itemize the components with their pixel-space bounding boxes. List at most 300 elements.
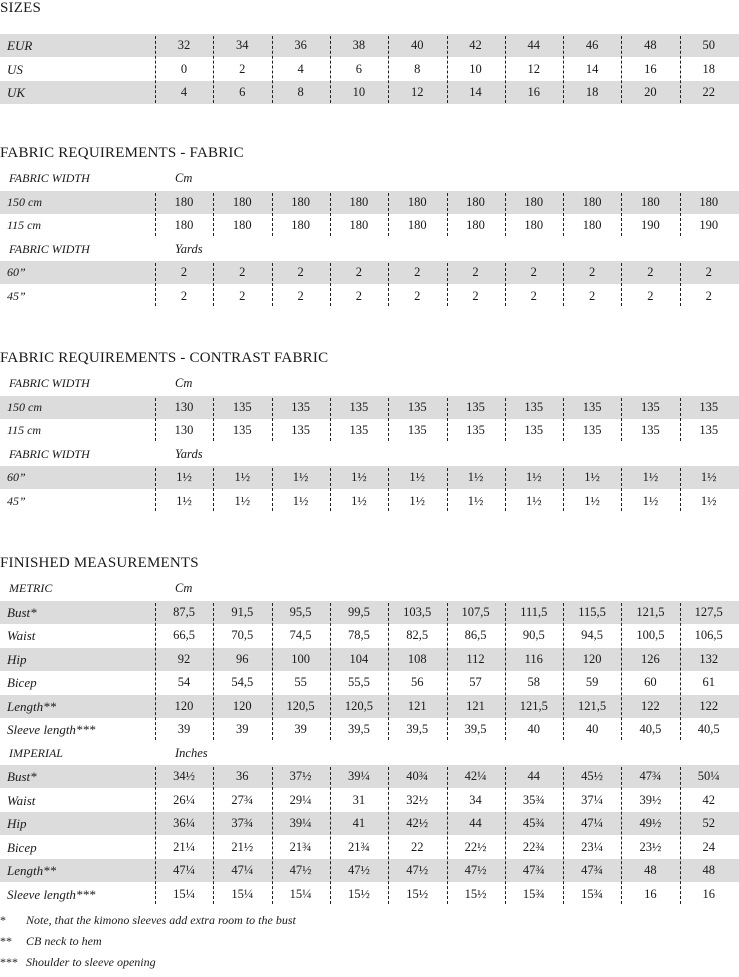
table-cell: 12 xyxy=(527,61,541,76)
column-divider xyxy=(447,468,448,511)
table-cell: 112 xyxy=(466,651,485,666)
column-divider xyxy=(447,767,448,904)
table-cell: 18 xyxy=(702,61,715,76)
table-cell: 15¼ xyxy=(231,886,254,901)
table-cell: 2 xyxy=(472,288,479,303)
table-cell: 42¼ xyxy=(464,769,487,783)
row-label: Bicep xyxy=(7,675,37,690)
table-cell: 14 xyxy=(469,85,482,99)
table-cell: 135 xyxy=(291,399,310,414)
table-cell: 58 xyxy=(527,675,541,689)
table-cell: 74,5 xyxy=(289,628,312,642)
table-cell: 87,5 xyxy=(173,604,195,619)
column-divider xyxy=(447,193,448,236)
row-label: Waist xyxy=(7,792,36,808)
table-cell: 1½ xyxy=(642,493,659,508)
block-header-row xyxy=(0,742,739,765)
table-cell: 104 xyxy=(349,651,369,666)
column-divider xyxy=(505,468,506,511)
column-divider xyxy=(563,468,564,511)
block-unit-label: Yards xyxy=(175,446,203,461)
table-cell: 111,5 xyxy=(520,604,548,619)
table-cell: 40¾ xyxy=(406,769,429,783)
table-cell: 180 xyxy=(349,194,369,209)
table-cell: 32 xyxy=(177,38,191,52)
table-cell: 12 xyxy=(410,85,424,99)
column-divider xyxy=(213,603,214,740)
table-cell: 1½ xyxy=(467,470,484,484)
table-cell: 135 xyxy=(407,423,427,437)
column-divider xyxy=(680,767,681,904)
table-row-length xyxy=(0,695,739,718)
table-cell: 15¼ xyxy=(289,886,312,901)
table-cell: 91,5 xyxy=(231,604,254,619)
table-cell: 103,5 xyxy=(403,604,432,619)
row-label: 60” xyxy=(7,265,26,279)
table-cell: 44 xyxy=(469,816,482,830)
table-cell: 2 xyxy=(180,265,188,279)
section-title-finished-measurements: FINISHED MEASUREMENTS xyxy=(0,555,199,571)
table-cell: 55 xyxy=(294,675,307,689)
table-cell: 121 xyxy=(466,698,485,713)
table-cell: 135 xyxy=(582,399,602,414)
table-cell: 122 xyxy=(641,698,660,713)
table-cell: 180 xyxy=(582,194,602,209)
table-cell: 99,5 xyxy=(347,604,370,619)
column-divider xyxy=(621,398,622,441)
table-cell: 96 xyxy=(236,651,249,666)
row-label: 45” xyxy=(7,288,26,303)
column-divider xyxy=(155,603,156,740)
table-cell: 15¼ xyxy=(173,886,195,901)
table-cell: 2 xyxy=(239,265,246,279)
table-cell: 92 xyxy=(177,651,191,666)
block-header-row xyxy=(0,167,739,190)
table-cell: 50 xyxy=(702,38,715,52)
table-cell: 135 xyxy=(641,399,660,414)
row-label: UK xyxy=(7,85,26,100)
column-divider xyxy=(388,263,389,306)
table-cell: 106,5 xyxy=(694,628,723,642)
block-unit-label: Inches xyxy=(175,745,208,760)
column-divider xyxy=(388,603,389,740)
table-cell: 1½ xyxy=(584,493,600,508)
table-cell: 180 xyxy=(699,194,719,209)
column-divider xyxy=(330,398,331,441)
table-cell: 180 xyxy=(291,194,310,209)
table-cell: 130 xyxy=(174,423,194,437)
table-cell: 190 xyxy=(641,218,660,232)
column-divider xyxy=(563,36,564,103)
table-cell: 120,5 xyxy=(286,698,315,713)
table-cell: 1½ xyxy=(584,470,600,484)
table-cell: 20 xyxy=(644,85,657,99)
column-divider xyxy=(330,193,331,236)
column-divider xyxy=(213,468,214,511)
table-cell: 54,5 xyxy=(231,675,254,689)
table-cell: 15½ xyxy=(464,886,487,901)
block-header-label: FABRIC WIDTH xyxy=(9,376,90,390)
column-divider xyxy=(563,263,564,306)
column-divider xyxy=(621,36,622,103)
table-cell: 39 xyxy=(294,722,307,736)
table-cell: 2 xyxy=(297,265,304,279)
block-header-label: FABRIC WIDTH xyxy=(9,171,90,185)
table-cell: 126 xyxy=(641,651,660,666)
table-row-115-cm xyxy=(0,419,739,442)
table-cell: 31 xyxy=(352,792,366,807)
row-label: 45” xyxy=(7,493,26,508)
table-cell: 27¾ xyxy=(231,792,254,807)
table-cell: 36 xyxy=(236,769,249,783)
table-cell: 180 xyxy=(641,194,660,209)
table-cell: 16 xyxy=(644,886,657,901)
block-unit-label: Cm xyxy=(175,376,193,390)
table-cell: 14 xyxy=(585,61,599,76)
table-cell: 45½ xyxy=(581,769,604,783)
table-cell: 36¼ xyxy=(173,816,195,830)
table-cell: 1½ xyxy=(176,493,192,508)
block-header-label: IMPERIAL xyxy=(9,745,63,760)
table-row-sleeve-length xyxy=(0,883,739,906)
table-cell: 2 xyxy=(472,265,479,279)
table-cell: 47¼ xyxy=(173,863,195,877)
table-cell: 42 xyxy=(469,38,482,52)
table-row-bicep xyxy=(0,836,739,859)
table-cell: 116 xyxy=(524,651,543,666)
table-cell: 135 xyxy=(349,399,369,414)
table-cell: 135 xyxy=(407,399,427,414)
table-cell: 45¾ xyxy=(522,816,545,830)
table-cell: 15¾ xyxy=(522,886,545,901)
column-divider xyxy=(621,603,622,740)
footnotes xyxy=(0,910,296,973)
table-cell: 100 xyxy=(291,651,310,666)
table-row-waist xyxy=(0,624,739,647)
block-header-label: METRIC xyxy=(9,581,53,595)
table-cell: 82,5 xyxy=(406,628,429,642)
column-divider xyxy=(330,263,331,306)
table-cell: 39¼ xyxy=(347,769,370,783)
table-cell: 2 xyxy=(588,288,596,303)
column-divider xyxy=(447,398,448,441)
table-cell: 34½ xyxy=(173,769,195,783)
table-cell: 2 xyxy=(355,265,363,279)
table-cell: 4 xyxy=(297,61,304,76)
table-cell: 1½ xyxy=(700,493,717,508)
table-cell: 95,5 xyxy=(289,604,312,619)
table-cell: 44 xyxy=(527,769,541,783)
column-divider xyxy=(563,398,564,441)
column-divider xyxy=(272,263,273,306)
table-cell: 16 xyxy=(644,61,657,76)
table-cell: 122 xyxy=(699,698,719,713)
table-cell: 135 xyxy=(582,423,602,437)
row-label: Bust* xyxy=(7,604,37,620)
table-row-bicep xyxy=(0,671,739,694)
table-cell: 180 xyxy=(349,218,369,232)
table-cell: 22 xyxy=(410,839,424,854)
table-cell: 57 xyxy=(469,675,482,689)
row-label: Bicep xyxy=(7,839,37,855)
table-row-60 xyxy=(0,466,739,489)
table-cell: 15½ xyxy=(406,886,429,901)
block-unit-label: Yards xyxy=(175,241,203,256)
table-cell: 47½ xyxy=(347,863,370,877)
row-label: 115 cm xyxy=(7,218,42,232)
column-divider xyxy=(621,193,622,236)
row-label: US xyxy=(7,61,23,77)
table-cell: 23½ xyxy=(639,839,662,854)
column-divider xyxy=(272,193,273,236)
table-cell: 39,5 xyxy=(406,722,429,736)
block-header-row xyxy=(0,372,739,395)
table-cell: 21¾ xyxy=(289,839,312,854)
column-divider xyxy=(621,468,622,511)
table-row-45 xyxy=(0,490,739,513)
column-divider xyxy=(272,398,273,441)
table-row-60 xyxy=(0,261,739,284)
table-cell: 2 xyxy=(530,288,537,303)
column-divider xyxy=(155,36,156,103)
table-cell: 2 xyxy=(239,288,246,303)
table-cell: 121 xyxy=(407,698,427,713)
table-cell: 6 xyxy=(239,85,246,99)
table-cell: 34 xyxy=(236,38,249,52)
table-cell: 108 xyxy=(407,651,427,666)
table-cell: 32½ xyxy=(406,792,429,807)
table-cell: 90,5 xyxy=(522,628,545,642)
table-cell: 2 xyxy=(647,265,654,279)
table-cell: 39 xyxy=(177,722,191,736)
footnote xyxy=(0,952,296,973)
table-cell: 38 xyxy=(352,38,366,52)
footnote-text: Shoulder to sleeve opening xyxy=(26,955,156,969)
table-cell: 120 xyxy=(582,651,602,666)
column-divider xyxy=(213,193,214,236)
table-row-length xyxy=(0,859,739,882)
column-divider xyxy=(680,36,681,103)
table-cell: 6 xyxy=(355,61,363,76)
table-cell: 1½ xyxy=(351,470,367,484)
table-cell: 1½ xyxy=(467,493,484,508)
table-cell: 15½ xyxy=(347,886,370,901)
table-cell: 54 xyxy=(177,675,191,689)
table-cell: 47¾ xyxy=(639,769,662,783)
column-divider xyxy=(388,193,389,236)
table-cell: 40,5 xyxy=(639,722,662,736)
table-cell: 180 xyxy=(582,218,602,232)
table-cell: 1½ xyxy=(292,493,309,508)
column-divider xyxy=(388,468,389,511)
block-header-row xyxy=(0,238,739,261)
footnote-mark: ** xyxy=(0,934,12,948)
table-cell: 2 xyxy=(297,288,304,303)
column-divider xyxy=(447,263,448,306)
table-cell: 2 xyxy=(588,265,596,279)
column-divider xyxy=(680,263,681,306)
table-cell: 39,5 xyxy=(347,722,370,736)
table-cell: 22 xyxy=(702,85,715,99)
column-divider xyxy=(272,36,273,103)
table-cell: 8 xyxy=(414,61,421,76)
table-cell: 22¾ xyxy=(522,839,545,854)
table-cell: 1½ xyxy=(234,493,251,508)
table-cell: 1½ xyxy=(642,470,659,484)
column-divider xyxy=(155,193,156,236)
column-divider xyxy=(213,263,214,306)
column-divider xyxy=(155,468,156,511)
table-cell: 36 xyxy=(294,38,307,52)
table-cell: 120 xyxy=(232,698,252,713)
table-cell: 2 xyxy=(530,265,537,279)
table-cell: 40 xyxy=(527,722,541,736)
footnote-mark: *** xyxy=(0,955,18,969)
block-header-label: FABRIC WIDTH xyxy=(9,241,90,256)
column-divider xyxy=(155,263,156,306)
block-header-label: FABRIC WIDTH xyxy=(9,446,90,461)
table-cell: 47¾ xyxy=(581,863,604,877)
table-row-45 xyxy=(0,285,739,308)
column-divider xyxy=(213,398,214,441)
table-cell: 42½ xyxy=(406,816,429,830)
table-row-150-cm xyxy=(0,191,739,214)
table-cell: 50¼ xyxy=(697,769,720,783)
row-label: Sleeve length*** xyxy=(7,722,96,737)
table-cell: 135 xyxy=(291,423,310,437)
column-divider xyxy=(330,603,331,740)
table-cell: 39½ xyxy=(639,792,662,807)
column-divider xyxy=(680,603,681,740)
table-cell: 16 xyxy=(527,85,541,99)
table-cell: 41 xyxy=(352,816,366,830)
row-label: Bust* xyxy=(7,769,37,784)
table-cell: 23¼ xyxy=(581,839,604,854)
table-cell: 180 xyxy=(466,218,485,232)
table-cell: 39 xyxy=(236,722,249,736)
column-divider xyxy=(330,36,331,103)
table-cell: 132 xyxy=(699,651,719,666)
table-cell: 135 xyxy=(232,399,252,414)
table-cell: 18 xyxy=(585,85,599,99)
table-cell: 1½ xyxy=(525,493,542,508)
section-title-fabric-requirements-fabric: FABRIC REQUIREMENTS - FABRIC xyxy=(0,145,244,161)
table-cell: 29¼ xyxy=(289,792,312,807)
table-cell: 2 xyxy=(414,288,421,303)
table-cell: 1½ xyxy=(700,470,717,484)
column-divider xyxy=(272,767,273,904)
table-cell: 86,5 xyxy=(464,628,487,642)
table-cell: 60 xyxy=(644,675,657,689)
table-cell: 46 xyxy=(585,38,599,52)
table-cell: 47¼ xyxy=(231,863,254,877)
table-cell: 47½ xyxy=(289,863,312,877)
block-header-row xyxy=(0,443,739,466)
table-cell: 24 xyxy=(702,839,715,854)
table-cell: 135 xyxy=(641,423,660,437)
row-label: 115 cm xyxy=(7,423,42,437)
column-divider xyxy=(505,263,506,306)
table-cell: 21¼ xyxy=(173,839,195,854)
table-row-150-cm xyxy=(0,396,739,419)
row-label: Waist xyxy=(7,628,36,643)
table-cell: 0 xyxy=(180,61,188,76)
table-cell: 135 xyxy=(349,423,369,437)
table-cell: 1½ xyxy=(351,493,367,508)
table-cell: 2 xyxy=(414,265,421,279)
table-cell: 100,5 xyxy=(636,628,665,642)
column-divider xyxy=(388,767,389,904)
column-divider xyxy=(505,193,506,236)
table-cell: 180 xyxy=(407,218,427,232)
table-cell: 48 xyxy=(702,863,715,877)
table-cell: 40 xyxy=(585,722,599,736)
table-cell: 180 xyxy=(174,218,194,232)
table-cell: 47¼ xyxy=(581,816,604,830)
footnote xyxy=(0,910,296,931)
column-divider xyxy=(563,767,564,904)
table-cell: 1½ xyxy=(525,470,542,484)
table-cell: 78,5 xyxy=(347,628,370,642)
column-divider xyxy=(505,36,506,103)
row-label: Sleeve length*** xyxy=(7,886,96,902)
row-label: Hip xyxy=(7,651,27,667)
column-divider xyxy=(505,398,506,441)
section-title-fabric-requirements-contrast-fabric: FABRIC REQUIREMENTS - CONTRAST FABRIC xyxy=(0,350,329,366)
table-cell: 26¼ xyxy=(173,792,195,807)
table-cell: 21½ xyxy=(231,839,254,854)
table-cell: 37½ xyxy=(289,769,312,783)
table-cell: 2 xyxy=(647,288,654,303)
table-cell: 2 xyxy=(705,265,712,279)
table-row-sleeve-length xyxy=(0,718,739,741)
table-cell: 40 xyxy=(410,38,424,52)
column-divider xyxy=(563,603,564,740)
table-cell: 39¼ xyxy=(289,816,312,830)
table-cell: 121,5 xyxy=(636,604,665,619)
table-cell: 16 xyxy=(702,886,715,901)
table-cell: 180 xyxy=(407,194,427,209)
table-cell: 121,5 xyxy=(578,698,607,713)
table-cell: 42 xyxy=(702,792,715,807)
table-cell: 94,5 xyxy=(581,628,604,642)
table-cell: 56 xyxy=(410,675,424,689)
table-cell: 48 xyxy=(644,863,657,877)
block-header-row xyxy=(0,577,739,600)
table-cell: 2 xyxy=(705,288,712,303)
table-cell: 49½ xyxy=(639,816,662,830)
table-row-115-cm xyxy=(0,214,739,237)
table-cell: 40,5 xyxy=(697,722,720,736)
column-divider xyxy=(330,468,331,511)
table-row-hip xyxy=(0,812,739,835)
table-cell: 130 xyxy=(174,399,194,414)
table-row-bust xyxy=(0,765,739,788)
table-cell: 2 xyxy=(239,61,246,76)
table-cell: 1½ xyxy=(409,493,425,508)
table-cell: 61 xyxy=(702,675,715,689)
table-row-us xyxy=(0,58,739,81)
column-divider xyxy=(272,468,273,511)
table-cell: 52 xyxy=(702,816,715,830)
table-cell: 120 xyxy=(174,698,194,713)
table-cell: 180 xyxy=(174,194,194,209)
row-label: Length** xyxy=(7,698,57,714)
table-cell: 70,5 xyxy=(231,628,254,642)
table-row-waist xyxy=(0,789,739,812)
section-title-sizes: SIZES xyxy=(0,0,42,16)
table-cell: 135 xyxy=(232,423,252,437)
